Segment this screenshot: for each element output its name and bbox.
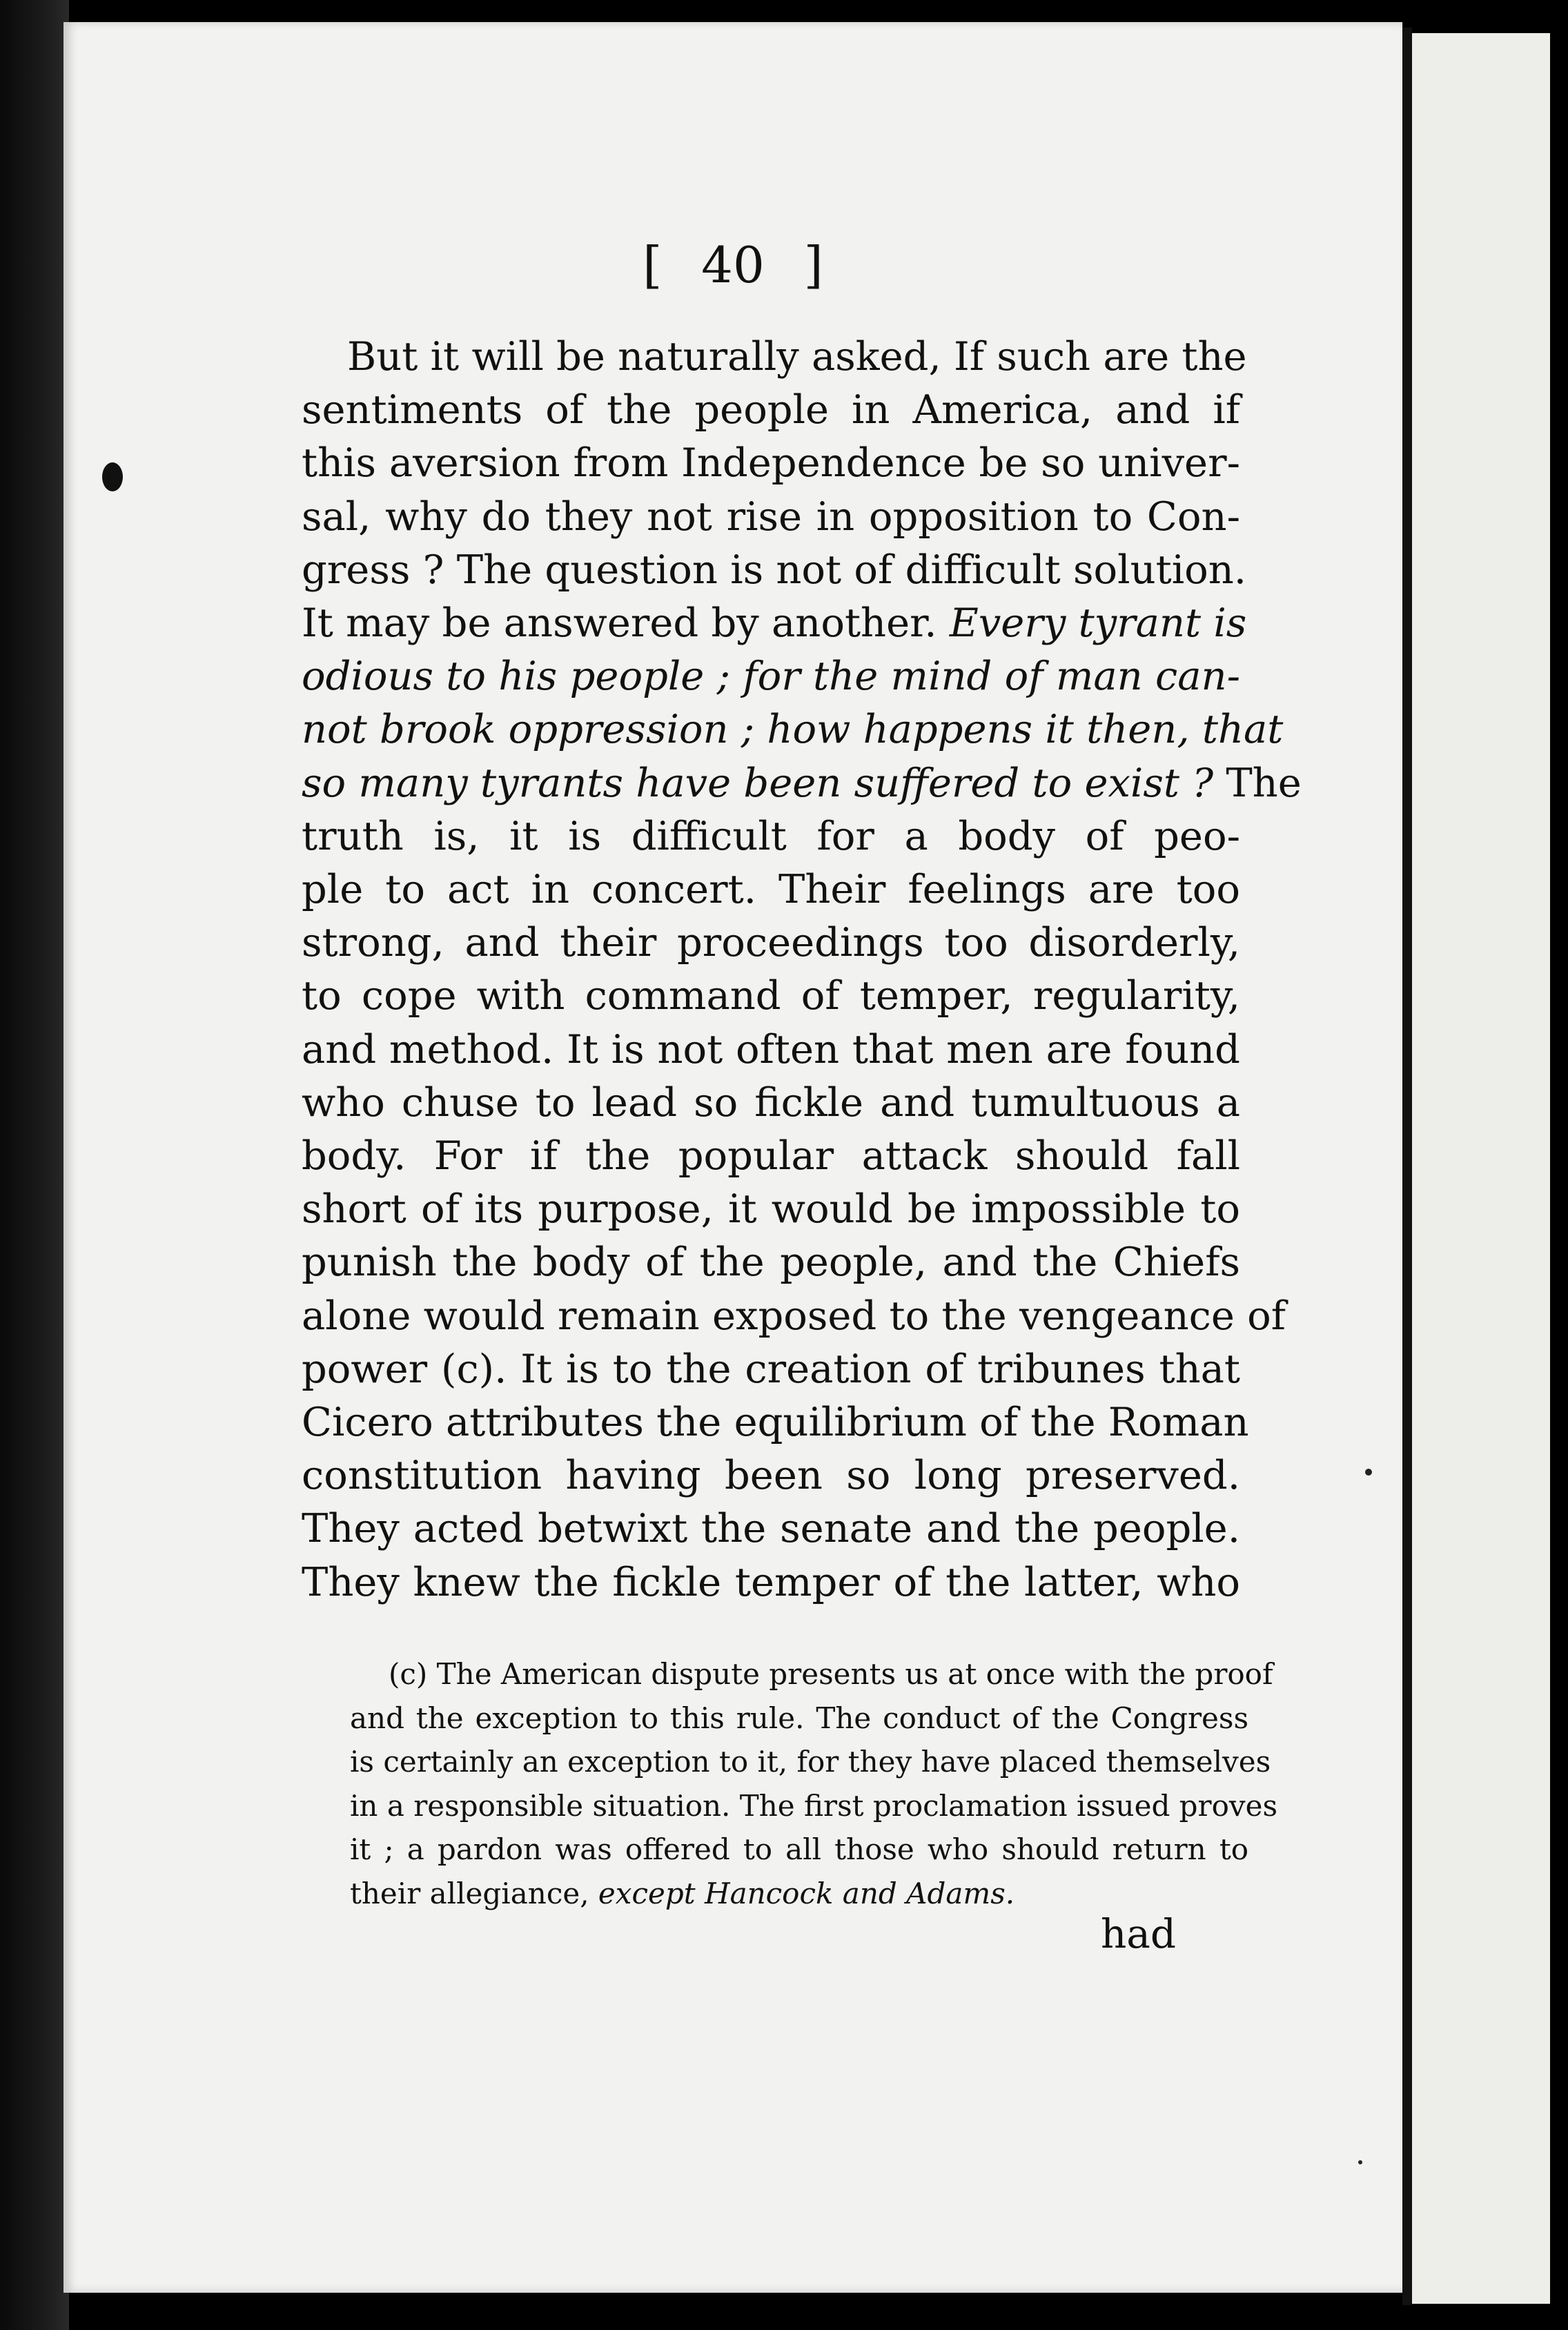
body-line: They knew the fickle temper of the latter, who bbox=[302, 1558, 1240, 1605]
page-number: [ 40 ] bbox=[643, 236, 823, 294]
body-line: and method. It is not often that men are found bbox=[302, 1026, 1240, 1073]
body-line-roman-part: The bbox=[1213, 759, 1302, 806]
body-line-with-italic bbox=[302, 756, 1302, 810]
facing-page bbox=[1412, 33, 1550, 2304]
footnote-line-with-italic bbox=[350, 1872, 1248, 1916]
body-line: Cicero attributes the equilibrium of the Roman bbox=[302, 1399, 1249, 1446]
body-line-with-italic bbox=[302, 596, 1247, 649]
body-line: punish the body of the people, and the Chiefs bbox=[302, 1239, 1240, 1286]
footnote-line: (c) The American dispute presents us at once with the proof bbox=[389, 1657, 1273, 1691]
body-line: this aversion from Independence be so univer- bbox=[302, 440, 1240, 487]
body-line: sentiments of the people in America, and if bbox=[302, 386, 1240, 433]
footnote-line: and the exception to this rule. The conduct of the Congress bbox=[350, 1701, 1248, 1735]
footnote-line: in a responsible situation. The first proclamation issued proves bbox=[350, 1788, 1278, 1823]
footnote-roman-part: their allegiance, bbox=[350, 1876, 598, 1910]
footnote bbox=[350, 1652, 1278, 1915]
body-line: sal, why do they not rise in opposition to Con- bbox=[302, 493, 1240, 540]
body-line: power (c). It is to the creation of tribunes that bbox=[302, 1345, 1240, 1392]
body-line: who chuse to lead so fickle and tumultuous a bbox=[302, 1079, 1240, 1126]
facing-page-edge bbox=[1402, 28, 1412, 2305]
body-line: But it will be naturally asked, If such are the bbox=[347, 333, 1247, 380]
body-line: They acted betwixt the senate and the people. bbox=[302, 1505, 1240, 1552]
footnote-line: is certainly an exception to it, for they have placed themselves bbox=[350, 1745, 1271, 1779]
book-spine-edge bbox=[0, 0, 69, 2330]
binding-hole bbox=[102, 462, 123, 491]
body-line: alone would remain exposed to the vengeance of bbox=[302, 1292, 1286, 1339]
body-line: strong, and their proceedings too disorderly, bbox=[302, 919, 1240, 966]
body-text bbox=[302, 330, 1302, 1609]
body-line-italic: odious to his people ; for the mind of man can- bbox=[302, 653, 1240, 700]
body-line: gress ? The question is not of difficult solution. bbox=[302, 546, 1247, 593]
ink-speck bbox=[1365, 1469, 1372, 1476]
italic-phrase: Every tyrant is bbox=[949, 600, 1247, 647]
body-line: constitution having been so long preserved. bbox=[302, 1452, 1240, 1499]
ink-speck bbox=[1358, 2160, 1362, 2164]
footnote-italic-phrase: except Hancock and Adams. bbox=[598, 1876, 1015, 1910]
italic-phrase: so many tyrants have been suffered to exist ? bbox=[302, 759, 1214, 806]
catchword: had bbox=[1100, 1910, 1176, 1957]
body-line: body. For if the popular attack should fall bbox=[302, 1133, 1240, 1179]
body-line: short of its purpose, it would be impossible to bbox=[302, 1186, 1240, 1233]
footnote-line: it ; a pardon was offered to all those who should return to bbox=[350, 1832, 1248, 1866]
body-line: to cope with command of temper, regularity, bbox=[302, 972, 1240, 1019]
body-line: ple to act in concert. Their feelings are too bbox=[302, 866, 1240, 913]
book-page bbox=[63, 22, 1402, 2293]
body-line: truth is, it is difficult for a body of peo- bbox=[302, 812, 1240, 859]
body-line-roman-part: It may be answered by another. bbox=[302, 600, 950, 647]
body-line-italic: not brook oppression ; how happens it then, that bbox=[302, 706, 1284, 753]
